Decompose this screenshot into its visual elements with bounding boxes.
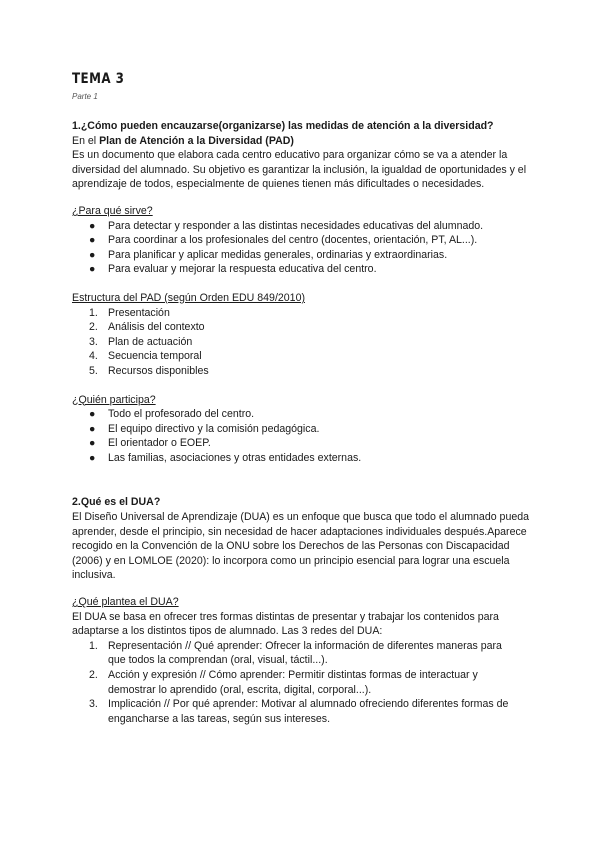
bullet-marker: ● — [89, 248, 96, 261]
plantea-text: El DUA se basa en ofrecer tres formas distintas de presentar y trabajar los contenidos para adaptarse a los distintos tipos de alumnado. Las 3 redes del DUA: — [72, 610, 499, 638]
bullet-marker: ● — [89, 219, 96, 232]
list-item: ● Las familias, asociaciones y otras entidades externas. — [89, 451, 362, 464]
list-item: 5. Recursos disponibles — [89, 364, 209, 377]
list-item: 1. Representación // Qué aprender: Ofrecer la información de diferentes maneras para que todos la comprendan (oral, visual, táctil...). — [89, 639, 502, 667]
list-item: ● Todo el profesorado del centro. — [89, 408, 255, 421]
list-item: 2. Análisis del contexto — [89, 321, 205, 334]
list-item: ● Para evaluar y mejorar la respuesta educativa del centro. — [89, 263, 377, 276]
document-content — [72, 70, 532, 726]
list-item: ● Para detectar y responder a las distintas necesidades educativas del alumnado. — [89, 219, 484, 232]
bullet-marker: ● — [89, 263, 96, 276]
document-subtitle: Parte 1 — [72, 92, 98, 101]
estructura-list — [72, 306, 532, 379]
list-item: 2. Acción y expresión // Cómo aprender: Permitir distintas formas de interactuar y demostrar lo aprendido (oral, escrita, digital, corporal...). — [89, 669, 478, 696]
para-que-list — [72, 219, 532, 277]
redes-list — [72, 639, 532, 727]
dua-description: El Diseño Universal de Aprendizaje (DUA) es un enfoque que busca que todo el alumnado pueda aprender, desde el principio, sin necesidad de hacer adaptaciones individuales después.Aparece recogido en la Convención de la ONU sobre los Derechos de las Personas con Discapacidad (2006) y en LOMLOE (2020): lo incorpora como un principio esencial para lograr una escuela inclusiva. — [72, 511, 530, 582]
bullet-marker: ● — [89, 234, 96, 247]
bullet-marker: ● — [89, 451, 96, 464]
list-item: ● El equipo directivo y la comisión pedagógica. — [89, 422, 320, 435]
list-item: 3. Implicación // Por qué aprender: Motivar al alumnado ofreciendo diferentes formas de engancharse a las tareas, según sus intereses. — [89, 698, 509, 725]
plantea-heading: ¿Qué plantea el DUA? — [72, 596, 179, 609]
list-item: 1. Presentación — [89, 306, 170, 319]
list-item: 4. Secuencia temporal — [89, 350, 202, 363]
bullet-marker: ● — [89, 422, 96, 435]
quien-heading: ¿Quién participa? — [72, 393, 156, 406]
pad-line — [72, 134, 532, 149]
estructura-heading: Estructura del PAD (según Orden EDU 849/2010) — [72, 291, 305, 304]
question-2-heading: 2.Qué es el DUA? — [72, 496, 161, 509]
bullet-marker: ● — [89, 437, 96, 450]
pad-description: Es un documento que elabora cada centro educativo para organizar cómo se va a atender la diversidad del alumnado. Su objetivo es garantizar la inclusión, la igualdad de oportunidades y el aprendizaje de todos, especialmente de quienes tienen más dificultades o necesidades. — [72, 149, 527, 191]
list-item: ● Para coordinar a los profesionales del centro (docentes, orientación, PT, AL...). — [89, 234, 478, 247]
pad-prefix: En el — [72, 134, 100, 147]
list-item: ● El orientador o EOEP. — [89, 437, 211, 450]
document-title: TEMA 3 — [72, 71, 125, 87]
question-1-heading: 1.¿Cómo pueden encauzarse(organizarse) las medidas de atención a la diversidad? — [72, 120, 494, 132]
para-que-heading: ¿Para qué sirve? — [72, 204, 153, 217]
pad-title: Plan de Atención a la Diversidad (PAD) — [99, 134, 294, 147]
bullet-marker: ● — [89, 408, 96, 421]
list-item: 3. Plan de actuación — [89, 335, 193, 348]
list-item: ● Para planificar y aplicar medidas generales, ordinarias y extraordinarias. — [89, 248, 448, 261]
quien-list — [72, 407, 532, 465]
